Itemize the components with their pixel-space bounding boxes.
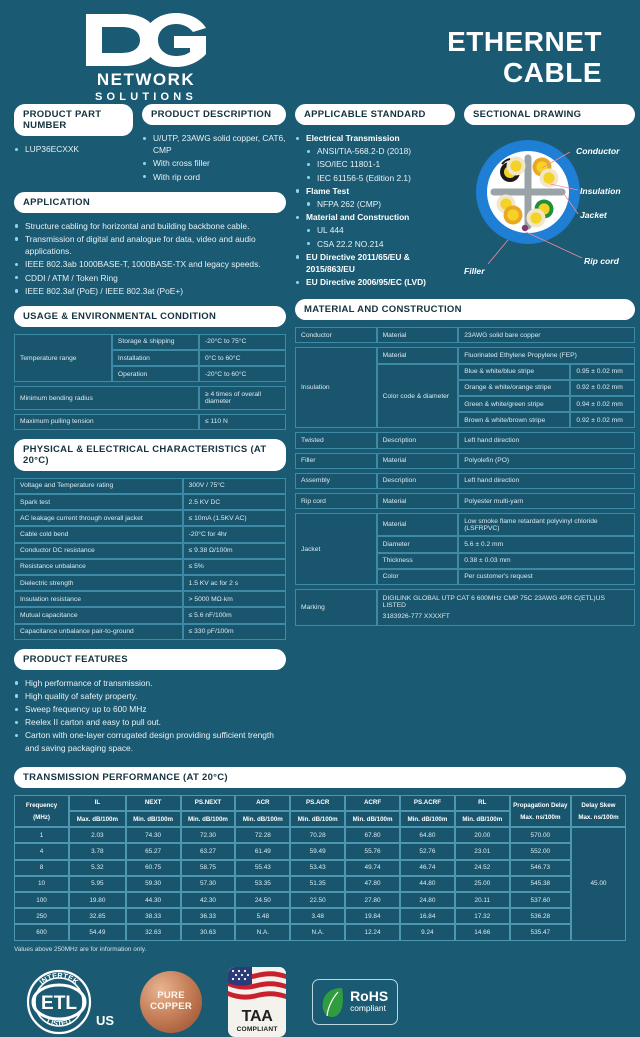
table-cell: 0.38 ± 0.03 mm bbox=[458, 553, 635, 569]
table-cell: -20°C to 60°C bbox=[199, 366, 286, 382]
table-cell: 10 bbox=[14, 876, 69, 892]
list-item: With rip cord bbox=[142, 171, 286, 183]
col-unit-rl: Min. dB/100m bbox=[455, 811, 510, 827]
list-item: Carton with one-layer corrugated design providing sufficient trength and saving packaging space. bbox=[14, 729, 286, 753]
table-cell: Polyester multi-yarn bbox=[458, 493, 635, 509]
table-cell: Low smoke flame retardant polyvinyl chloride (LSFRPVC) bbox=[458, 513, 635, 536]
table-cell: 5.95 bbox=[69, 876, 126, 892]
company-logo bbox=[24, 12, 208, 103]
table-cell: Conductor DC resistance bbox=[14, 543, 183, 559]
table-cell: 0.92 ± 0.02 mm bbox=[570, 412, 635, 428]
table-cell: 537.60 bbox=[510, 892, 571, 908]
col-header-rl: RL bbox=[455, 795, 510, 811]
transmission-note: Values above 250MHz are for information only. bbox=[14, 945, 147, 953]
table-cell: 545.38 bbox=[510, 876, 571, 892]
title-line-cable: CABLE bbox=[503, 57, 602, 88]
material-assembly-table bbox=[295, 473, 635, 489]
table-cell: Description bbox=[377, 432, 459, 448]
table-cell: 5.32 bbox=[69, 860, 126, 876]
table-cell: Fluorinated Ethylene Propylene (FEP) bbox=[458, 347, 635, 363]
list-item: ANSI/TIA-568.2-D (2018) bbox=[295, 145, 455, 157]
standard-drawing-headers bbox=[295, 104, 635, 297]
physical-characteristics-table bbox=[14, 478, 286, 640]
table-cell: 53.43 bbox=[290, 860, 345, 876]
col-header-acr: ACR bbox=[235, 795, 290, 811]
list-item: EU Directive 2011/65/EU & 2015/863/EU bbox=[295, 251, 455, 275]
usage-bending-table bbox=[14, 386, 286, 409]
table-cell: 74.30 bbox=[126, 827, 181, 843]
label-insulation: Insulation bbox=[580, 186, 621, 196]
table-row bbox=[14, 607, 286, 623]
table-cell: Per customer's request bbox=[458, 569, 635, 585]
table-cell: 0.94 ± 0.02 mm bbox=[570, 396, 635, 412]
section-header-application: APPLICATION bbox=[14, 192, 286, 213]
material-filler-table bbox=[295, 453, 635, 469]
table-cell: 25.00 bbox=[455, 876, 510, 892]
list-item: LUP36ECXXK bbox=[14, 143, 133, 155]
table-cell: 2.03 bbox=[69, 827, 126, 843]
title-line-ethernet: ETHERNET bbox=[447, 25, 602, 57]
table-row bbox=[14, 386, 286, 409]
table-cell: 67.80 bbox=[345, 827, 400, 843]
table-cell: ≤ 5% bbox=[183, 559, 286, 575]
table-cell: 22.50 bbox=[290, 892, 345, 908]
table-cell: Polyolefin (PO) bbox=[458, 453, 635, 469]
table-cell: 46.74 bbox=[400, 860, 455, 876]
logo-text-solutions: SOLUTIONS bbox=[95, 90, 197, 103]
col-unit-acrf: Min. dB/100m bbox=[345, 811, 400, 827]
table-row bbox=[14, 414, 286, 430]
rohs-compliant-label: compliant bbox=[350, 1003, 386, 1014]
table-cell: Material bbox=[377, 493, 459, 509]
table-cell: 55.76 bbox=[345, 843, 400, 859]
list-item: Transmission of digital and analogue for data, video and audio applications. bbox=[14, 233, 286, 257]
list-item: ISO/IEC 11801-1 bbox=[295, 158, 455, 170]
table-cell: 61.49 bbox=[235, 843, 290, 859]
col-title: Propagation Delay bbox=[513, 801, 568, 809]
table-cell: 20.00 bbox=[455, 827, 510, 843]
table-cell: Maximum pulling tension bbox=[14, 414, 199, 430]
col-header-propagation-delay bbox=[510, 795, 571, 827]
table-cell: 552.00 bbox=[510, 843, 571, 859]
table-cell: ≤ 9.38 Ω/100m bbox=[183, 543, 286, 559]
leaf-icon bbox=[319, 985, 345, 1019]
table-cell: Operation bbox=[112, 366, 199, 382]
table-cell: 1.5 KV ac for 2 s bbox=[183, 575, 286, 591]
usa-flag-icon bbox=[228, 967, 286, 1005]
table-cell: 12.24 bbox=[345, 924, 400, 940]
table-cell: 535.47 bbox=[510, 924, 571, 940]
table-cell: 600 bbox=[14, 924, 69, 940]
list-item: Structure cabling for horizontal and building backbone cable. bbox=[14, 220, 286, 232]
table-row bbox=[295, 453, 635, 469]
list-item: Electrical Transmission bbox=[295, 132, 455, 144]
table-cell: 32.85 bbox=[69, 908, 126, 924]
table-cell: 38.33 bbox=[126, 908, 181, 924]
table-cell: Material bbox=[377, 327, 459, 343]
table-cell: Insulation bbox=[295, 347, 377, 428]
table-row bbox=[14, 924, 626, 940]
list-item: High quality of safety property. bbox=[14, 690, 286, 702]
table-cell: 55.43 bbox=[235, 860, 290, 876]
table-cell: 24.52 bbox=[455, 860, 510, 876]
table-cell: ≤ 110 N bbox=[199, 414, 286, 430]
section-header-applicable-standard: APPLICABLE STANDARD bbox=[295, 104, 455, 125]
col-title: Frequency bbox=[25, 801, 58, 809]
svg-text:LISTED: LISTED bbox=[45, 1015, 73, 1028]
content-columns bbox=[0, 104, 640, 763]
table-cell: Color bbox=[377, 569, 459, 585]
table-row bbox=[14, 526, 286, 542]
table-cell: 300V / 75°C bbox=[183, 478, 286, 494]
list-item: UL 444 bbox=[295, 224, 455, 236]
table-cell: N.A. bbox=[290, 924, 345, 940]
table-cell: 0.95 ± 0.02 mm bbox=[570, 364, 635, 380]
col-unit-psacrf: Min. dB/100m bbox=[400, 811, 455, 827]
col-header-frequency bbox=[14, 795, 69, 827]
table-cell: 44.30 bbox=[126, 892, 181, 908]
list-item: Material and Construction bbox=[295, 211, 455, 223]
logo-mark-dg bbox=[84, 12, 208, 68]
table-cell: 63.27 bbox=[181, 843, 236, 859]
table-cell: 19.84 bbox=[345, 908, 400, 924]
table-row bbox=[295, 513, 635, 536]
logo-text-network: NETWORK bbox=[96, 69, 196, 89]
delay-skew-value: 45.00 bbox=[571, 827, 626, 940]
table-cell: 4 bbox=[14, 843, 69, 859]
table-cell: 570.00 bbox=[510, 827, 571, 843]
table-cell: Material bbox=[377, 453, 459, 469]
table-cell: 53.35 bbox=[235, 876, 290, 892]
badge-taa-compliant bbox=[228, 967, 286, 1037]
table-header-row bbox=[14, 795, 626, 811]
table-row bbox=[14, 591, 286, 607]
page-title bbox=[447, 26, 616, 89]
table-cell: Thickness bbox=[377, 553, 459, 569]
table-cell: Brown & white/brown stripe bbox=[458, 412, 570, 428]
table-cell: 3.48 bbox=[290, 908, 345, 924]
table-cell: 59.30 bbox=[126, 876, 181, 892]
list-item: CDDI / ATM / Token Ring bbox=[14, 272, 286, 284]
table-cell: 16.84 bbox=[400, 908, 455, 924]
dg-monogram-icon bbox=[84, 12, 208, 68]
list-item: With cross filler bbox=[142, 157, 286, 169]
product-features-list bbox=[14, 677, 286, 754]
application-list bbox=[14, 220, 286, 297]
table-row bbox=[14, 876, 626, 892]
table-cell: Voltage and Temperature rating bbox=[14, 478, 183, 494]
table-cell: Diameter bbox=[377, 536, 459, 552]
cable-cross-section-icon bbox=[472, 136, 584, 248]
table-cell: Mutual capacitance bbox=[14, 607, 183, 623]
badge-rohs-compliant bbox=[312, 979, 398, 1025]
col-unit: Max. ns/100m bbox=[520, 813, 561, 821]
part-desc-headers bbox=[14, 104, 286, 192]
table-cell: 27.80 bbox=[345, 892, 400, 908]
section-header-sectional-drawing: SECTIONAL DRAWING bbox=[464, 104, 635, 125]
etl-us-label: US bbox=[96, 1012, 115, 1028]
col-header-psacrf: PS.ACRF bbox=[400, 795, 455, 811]
table-cell: 54.49 bbox=[69, 924, 126, 940]
col-header-next: NEXT bbox=[126, 795, 181, 811]
table-cell: 60.75 bbox=[126, 860, 181, 876]
copper-line-2: COPPER bbox=[150, 1000, 193, 1012]
badge-etl-listed bbox=[26, 969, 114, 1035]
table-cell: 64.80 bbox=[400, 827, 455, 843]
table-cell: 57.30 bbox=[181, 876, 236, 892]
table-cell: 24.50 bbox=[235, 892, 290, 908]
list-item: NFPA 262 (CMP) bbox=[295, 198, 455, 210]
table-row bbox=[14, 478, 286, 494]
list-item: Sweep frequency up to 600 MHz bbox=[14, 703, 286, 715]
table-cell: 100 bbox=[14, 892, 69, 908]
table-cell: 546.73 bbox=[510, 860, 571, 876]
section-header-transmission: TRANSMISSION PERFORMANCE (AT 20°C) bbox=[14, 767, 626, 788]
table-cell: AC leakage current through overall jacket bbox=[14, 510, 183, 526]
left-column bbox=[14, 104, 286, 763]
table-cell: Material bbox=[377, 347, 459, 363]
col-header-psnext: PS.NEXT bbox=[181, 795, 236, 811]
table-row bbox=[14, 908, 626, 924]
table-cell: 0.92 ± 0.02 mm bbox=[570, 380, 635, 396]
marking-line-1: DIGILINK GLOBAL UTP CAT 6 600MHz CMP 75C 23AWG 4PR C(ETL)US LISTED bbox=[382, 594, 605, 609]
table-row bbox=[295, 432, 635, 448]
table-cell: Storage & shipping bbox=[112, 334, 199, 350]
col-header-psacr: PS.ACR bbox=[290, 795, 345, 811]
table-cell: 51.35 bbox=[290, 876, 345, 892]
material-ripcord-table bbox=[295, 493, 635, 509]
list-item: High performance of transmission. bbox=[14, 677, 286, 689]
table-cell: Insulation resistance bbox=[14, 591, 183, 607]
table-cell: Cable cold bend bbox=[14, 526, 183, 542]
table-row bbox=[295, 473, 635, 489]
table-cell: 19.80 bbox=[69, 892, 126, 908]
table-row bbox=[295, 493, 635, 509]
col-unit-il: Max. dB/100m bbox=[69, 811, 126, 827]
col-unit: Max. ns/100m bbox=[578, 813, 619, 821]
table-cell: 72.28 bbox=[235, 827, 290, 843]
table-cell: -20°C to 75°C bbox=[199, 334, 286, 350]
col-unit: (MHz) bbox=[33, 813, 50, 821]
table-cell: N.A. bbox=[235, 924, 290, 940]
table-cell: 0°C to 60°C bbox=[199, 350, 286, 366]
marking-line-2: 3183926-777 XXXXFT bbox=[382, 612, 450, 620]
table-cell: 5.48 bbox=[235, 908, 290, 924]
cable-cross-section-diagram bbox=[464, 132, 635, 284]
table-cell: > 5000 MΩ·km bbox=[183, 591, 286, 607]
table-cell: 47.80 bbox=[345, 876, 400, 892]
col-unit-next: Min. dB/100m bbox=[126, 811, 181, 827]
material-insulation-table bbox=[295, 347, 635, 428]
table-cell: 23.01 bbox=[455, 843, 510, 859]
table-cell: 24.80 bbox=[400, 892, 455, 908]
table-cell: Conductor bbox=[295, 327, 377, 343]
table-cell: ≥ 4 times of overall diameter bbox=[199, 386, 286, 409]
list-item: EU Directive 2006/95/EC (LVD) bbox=[295, 276, 455, 288]
material-jacket-table bbox=[295, 513, 635, 585]
table-cell: -20°C for 4hr bbox=[183, 526, 286, 542]
table-cell: 8 bbox=[14, 860, 69, 876]
table-row bbox=[14, 543, 286, 559]
section-header-material: MATERIAL AND CONSTRUCTION bbox=[295, 299, 635, 320]
table-cell: 72.30 bbox=[181, 827, 236, 843]
table-row bbox=[14, 559, 286, 575]
table-cell: Left hand direction bbox=[458, 432, 635, 448]
table-row bbox=[14, 860, 626, 876]
table-cell: 49.74 bbox=[345, 860, 400, 876]
table-cell: 17.32 bbox=[455, 908, 510, 924]
table-cell: Jacket bbox=[295, 513, 377, 585]
table-row bbox=[14, 827, 626, 843]
table-cell: ≤ 5.6 nF/100m bbox=[183, 607, 286, 623]
table-cell: Blue & white/blue stripe bbox=[458, 364, 570, 380]
table-cell: Green & white/green stripe bbox=[458, 396, 570, 412]
table-cell: 58.75 bbox=[181, 860, 236, 876]
etl-listed-icon bbox=[26, 969, 92, 1035]
table-cell: Dielectric strength bbox=[14, 575, 183, 591]
material-twisted-table bbox=[295, 432, 635, 448]
table-cell: ≤ 10mA (1.5KV AC) bbox=[183, 510, 286, 526]
usage-temperature-table bbox=[14, 334, 286, 383]
list-item: IEEE 802.3ab 1000BASE-T, 1000BASE-TX and legacy speeds. bbox=[14, 258, 286, 270]
table-cell: Minimum bending radius bbox=[14, 386, 199, 409]
section-header-product-description: PRODUCT DESCRIPTION bbox=[142, 104, 286, 125]
list-item: CSA 22.2 NO.214 bbox=[295, 238, 455, 250]
col-unit-acr: Min. dB/100m bbox=[235, 811, 290, 827]
col-unit-psnext: Min. dB/100m bbox=[181, 811, 236, 827]
table-cell: Orange & white/orange stripe bbox=[458, 380, 570, 396]
table-cell: 2.5 KV DC bbox=[183, 494, 286, 510]
page-header bbox=[0, 0, 640, 104]
section-header-usage: USAGE & ENVIRONMENTAL CONDITION bbox=[14, 306, 286, 327]
table-cell: Marking bbox=[295, 589, 377, 626]
section-header-physical: PHYSICAL & ELECTRICAL CHARACTERISTICS (AT 20°C) bbox=[14, 439, 286, 471]
rohs-label: RoHS bbox=[350, 988, 389, 1005]
badge-pure-copper bbox=[140, 971, 202, 1033]
table-cell: 3.78 bbox=[69, 843, 126, 859]
taa-label: TAA bbox=[241, 1007, 273, 1025]
table-row bbox=[14, 575, 286, 591]
table-cell: 32.63 bbox=[126, 924, 181, 940]
label-rip-cord: Rip cord bbox=[584, 256, 619, 266]
col-title: Delay Skew bbox=[581, 801, 616, 809]
table-cell: 42.30 bbox=[181, 892, 236, 908]
part-number-list bbox=[14, 143, 133, 155]
table-cell: Material bbox=[377, 513, 459, 536]
transmission-performance-table bbox=[14, 795, 626, 941]
table-cell: 52.76 bbox=[400, 843, 455, 859]
table-row bbox=[295, 589, 635, 626]
table-cell: Description bbox=[377, 473, 459, 489]
table-cell: 36.33 bbox=[181, 908, 236, 924]
col-unit-psacr: Min. dB/100m bbox=[290, 811, 345, 827]
material-marking-table bbox=[295, 589, 635, 626]
table-cell: 70.28 bbox=[290, 827, 345, 843]
table-cell: Capacitance unbalance pair-to-ground bbox=[14, 624, 183, 640]
product-description-list bbox=[142, 132, 286, 183]
list-item: Reelex II carton and easy to pull out. bbox=[14, 716, 286, 728]
table-cell: 1 bbox=[14, 827, 69, 843]
usage-tension-table bbox=[14, 414, 286, 430]
applicable-standard-list bbox=[295, 132, 455, 288]
right-column bbox=[295, 104, 635, 763]
col-header-acrf: ACRF bbox=[345, 795, 400, 811]
label-jacket: Jacket bbox=[580, 210, 607, 220]
table-cell: 20.11 bbox=[455, 892, 510, 908]
material-conductor-table bbox=[295, 327, 635, 343]
table-row bbox=[14, 494, 286, 510]
table-cell: 59.49 bbox=[290, 843, 345, 859]
table-cell: Left hand direction bbox=[458, 473, 635, 489]
table-cell: Filler bbox=[295, 453, 377, 469]
table-cell: 65.27 bbox=[126, 843, 181, 859]
table-row bbox=[14, 624, 286, 640]
section-header-features: PRODUCT FEATURES bbox=[14, 649, 286, 670]
table-cell: 44.80 bbox=[400, 876, 455, 892]
table-cell: 14.66 bbox=[455, 924, 510, 940]
svg-text:INTERTEK: INTERTEK bbox=[37, 970, 81, 986]
list-item: IEC 61156-5 (Edition 2.1) bbox=[295, 172, 455, 184]
table-cell: Resistance unbalance bbox=[14, 559, 183, 575]
taa-compliant-label: COMPLIANT bbox=[236, 1025, 278, 1033]
section-header-part-number: PRODUCT PART NUMBER bbox=[14, 104, 133, 136]
label-filler: Filler bbox=[464, 266, 485, 276]
table-row bbox=[295, 347, 635, 363]
col-header-delay-skew bbox=[571, 795, 626, 827]
col-header-il: IL bbox=[69, 795, 126, 811]
list-item: IEEE 802.3af (PoE) / IEEE 802.3at (PoE+) bbox=[14, 285, 286, 297]
copper-line-1: PURE bbox=[157, 989, 185, 1001]
label-conductor: Conductor bbox=[576, 146, 620, 156]
table-cell: Installation bbox=[112, 350, 199, 366]
table-cell: 536.28 bbox=[510, 908, 571, 924]
table-row bbox=[295, 327, 635, 343]
table-cell: 9.24 bbox=[400, 924, 455, 940]
table-cell: 30.63 bbox=[181, 924, 236, 940]
table-cell: Spark test bbox=[14, 494, 183, 510]
table-cell: Assembly bbox=[295, 473, 377, 489]
table-cell: ≤ 330 pF/100m bbox=[183, 624, 286, 640]
temp-range-label: Temperature range bbox=[14, 334, 112, 383]
transmission-performance-section bbox=[0, 767, 640, 941]
table-row bbox=[14, 892, 626, 908]
certification-badges bbox=[0, 953, 640, 1037]
table-row bbox=[14, 510, 286, 526]
table-cell: 250 bbox=[14, 908, 69, 924]
table-cell: 5.6 ± 0.2 mm bbox=[458, 536, 635, 552]
table-cell: Rip cord bbox=[295, 493, 377, 509]
table-cell: Twisted bbox=[295, 432, 377, 448]
table-cell: 23AWG solid bare copper bbox=[458, 327, 635, 343]
svg-text:ETL: ETL bbox=[41, 992, 77, 1014]
table-row bbox=[14, 334, 286, 350]
list-item: Flame Test bbox=[295, 185, 455, 197]
table-row bbox=[14, 843, 626, 859]
list-item: U/UTP, 23AWG solid copper, CAT6, CMP bbox=[142, 132, 286, 156]
table-cell: Color code & diameter bbox=[377, 364, 459, 429]
